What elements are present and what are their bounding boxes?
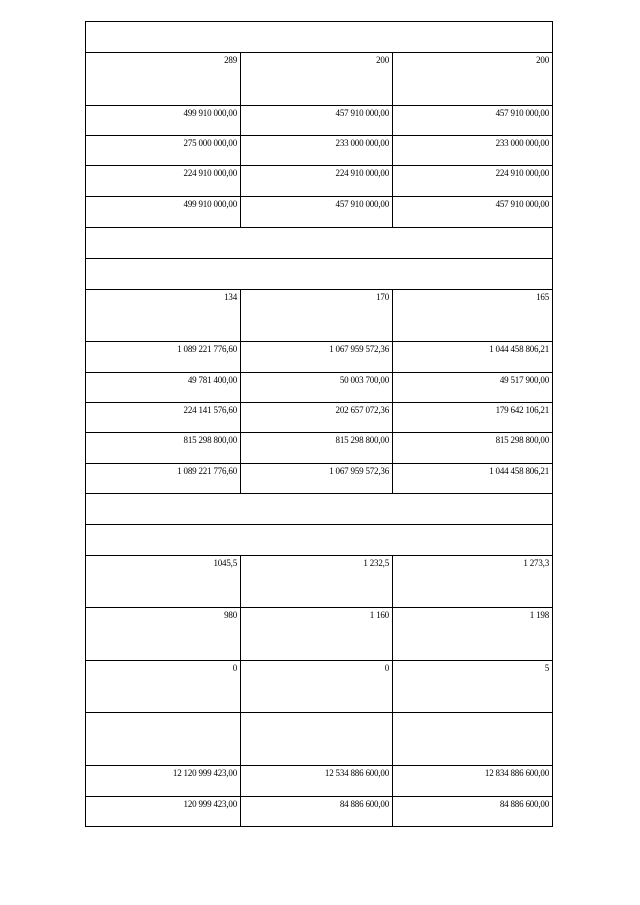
table-row xyxy=(86,797,553,827)
table-cell: 179 642 106,21 xyxy=(393,403,553,433)
table-cell: 12 120 999 423,00 xyxy=(86,766,241,797)
table-cell: 1 044 458 806,21 xyxy=(393,464,553,494)
table-row xyxy=(86,556,553,608)
section-subheader-row xyxy=(86,525,553,556)
table-row xyxy=(86,290,553,342)
table-cell: 224 910 000,00 xyxy=(241,166,393,197)
table-cell: 12 534 886 600,00 xyxy=(241,766,393,797)
table-cell: 1 160 xyxy=(241,608,393,661)
table-cell xyxy=(241,713,393,766)
table-cell: 1 089 221 776,60 xyxy=(86,464,241,494)
table-cell: 0 xyxy=(86,661,241,713)
table-cell: 12 834 886 600,00 xyxy=(393,766,553,797)
table-cell: 170 xyxy=(241,290,393,342)
table-cell: 233 000 000,00 xyxy=(241,136,393,166)
table-cell: 815 298 800,00 xyxy=(393,433,553,464)
table-cell: 120 999 423,00 xyxy=(86,797,241,827)
table-row xyxy=(86,53,553,106)
table-cell: 134 xyxy=(86,290,241,342)
table-row xyxy=(86,766,553,797)
section-header-cell xyxy=(86,22,553,53)
table-cell: 165 xyxy=(393,290,553,342)
table-row xyxy=(86,713,553,766)
table-cell: 0 xyxy=(241,661,393,713)
table-cell: 200 xyxy=(241,53,393,106)
section-header-cell xyxy=(86,228,553,259)
table-cell: 1 198 xyxy=(393,608,553,661)
table-row xyxy=(86,433,553,464)
table-cell: 1045,5 xyxy=(86,556,241,608)
table-row xyxy=(86,197,553,228)
table-row xyxy=(86,373,553,403)
table-cell: 815 298 800,00 xyxy=(241,433,393,464)
table-cell: 49 781 400,00 xyxy=(86,373,241,403)
table-cell: 457 910 000,00 xyxy=(393,197,553,228)
table-cell: 1 232,5 xyxy=(241,556,393,608)
table-row xyxy=(86,464,553,494)
table-cell: 1 273,3 xyxy=(393,556,553,608)
table-row xyxy=(86,106,553,136)
table-cell: 457 910 000,00 xyxy=(241,106,393,136)
table-cell: 1 089 221 776,60 xyxy=(86,342,241,373)
table-cell xyxy=(86,713,241,766)
table-cell: 815 298 800,00 xyxy=(86,433,241,464)
data-table xyxy=(85,21,553,827)
section-header-cell xyxy=(86,494,553,525)
section-subheader-row xyxy=(86,259,553,290)
section-header-row xyxy=(86,22,553,53)
table-cell: 457 910 000,00 xyxy=(241,197,393,228)
table-cell: 980 xyxy=(86,608,241,661)
table-cell: 224 141 576,60 xyxy=(86,403,241,433)
section-subheader-cell xyxy=(86,259,553,290)
table-body xyxy=(86,22,553,827)
section-subheader-cell xyxy=(86,525,553,556)
table-cell: 499 910 000,00 xyxy=(86,197,241,228)
section-header-row xyxy=(86,494,553,525)
table-cell: 224 910 000,00 xyxy=(393,166,553,197)
table-cell: 1 067 959 572,36 xyxy=(241,464,393,494)
table-cell: 5 xyxy=(393,661,553,713)
table-cell: 202 657 072,36 xyxy=(241,403,393,433)
table-cell: 289 xyxy=(86,53,241,106)
table-row xyxy=(86,136,553,166)
table-cell: 275 000 000,00 xyxy=(86,136,241,166)
table-cell: 499 910 000,00 xyxy=(86,106,241,136)
table-cell: 49 517 900,00 xyxy=(393,373,553,403)
table-row xyxy=(86,166,553,197)
table-row xyxy=(86,661,553,713)
table-cell: 233 000 000,00 xyxy=(393,136,553,166)
table-cell: 224 910 000,00 xyxy=(86,166,241,197)
table-cell: 200 xyxy=(393,53,553,106)
table-cell: 84 886 600,00 xyxy=(393,797,553,827)
table-row xyxy=(86,608,553,661)
table-row xyxy=(86,403,553,433)
table-cell: 50 003 700,00 xyxy=(241,373,393,403)
table-cell: 84 886 600,00 xyxy=(241,797,393,827)
table-cell: 457 910 000,00 xyxy=(393,106,553,136)
section-header-row xyxy=(86,228,553,259)
table-cell: 1 067 959 572,36 xyxy=(241,342,393,373)
table-cell: 1 044 458 806,21 xyxy=(393,342,553,373)
table-cell xyxy=(393,713,553,766)
table-row xyxy=(86,342,553,373)
